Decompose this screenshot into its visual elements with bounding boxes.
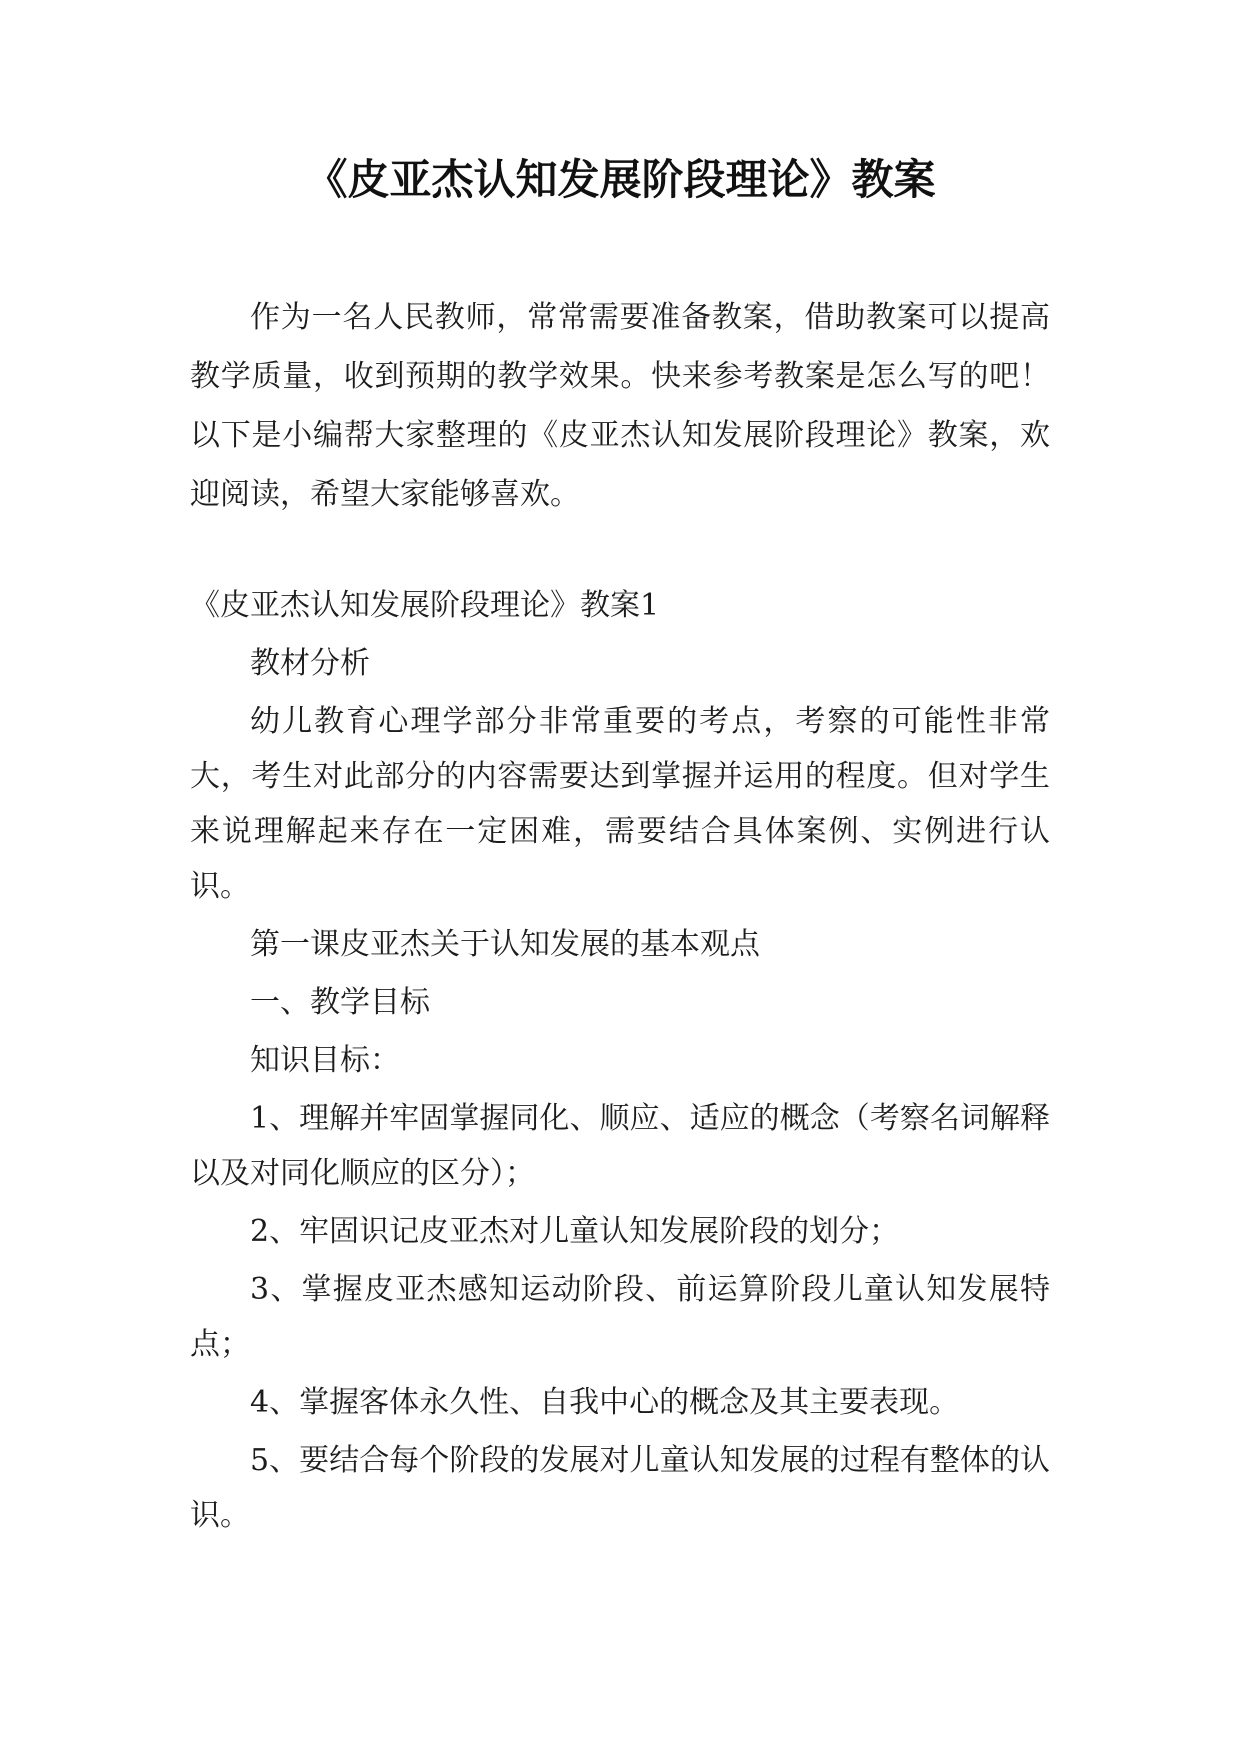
goal-item-4: 4、掌握客体永久性、自我中心的概念及其主要表现。 bbox=[250, 1385, 960, 1420]
document-title: 《皮亚杰认知发展阶段理论》教案 bbox=[305, 155, 936, 204]
lesson-content bbox=[190, 578, 1050, 1546]
goal-item-2: 2、牢固识记皮亚杰对儿童认知发展阶段的划分； bbox=[250, 1214, 900, 1249]
intro-paragraph: 作为一名人民教师，常常需要准备教案，借助教案可以提高教学质量，收到预期的教学效果。快来参考教案是怎么写的吧！以下是小编帮大家整理的《皮亚杰认知发展阶段理论》教案，欢迎阅读，希望大家能够喜欢。 bbox=[190, 300, 1050, 512]
goal-item-1: 1、理解并牢固掌握同化、顺应、适应的概念（考察名词解释以及对同化顺应的区分）； bbox=[190, 1101, 1050, 1191]
subheading-teaching-goals: 一、教学目标 bbox=[250, 985, 430, 1020]
goal-item-3: 3、掌握皮亚杰感知运动阶段、前运算阶段儿童认知发展特点； bbox=[190, 1272, 1050, 1362]
subheading-knowledge-goals: 知识目标： bbox=[250, 1043, 400, 1078]
goal-item-5: 5、要结合每个阶段的发展对儿童认知发展的过程有整体的认识。 bbox=[190, 1443, 1050, 1533]
paragraph-analysis-text: 幼儿教育心理学部分非常重要的考点，考察的可能性非常大，考生对此部分的内容需要达到掌握并运用的程度。但对学生来说理解起来存在一定困难，需要结合具体案例、实例进行认识。 bbox=[190, 704, 1050, 904]
section-heading: 《皮亚杰认知发展阶段理论》教案1 bbox=[190, 588, 660, 623]
intro-block bbox=[190, 288, 1050, 524]
subheading-textbook-analysis: 教材分析 bbox=[250, 646, 370, 681]
subheading-lesson-one: 第一课皮亚杰关于认知发展的基本观点 bbox=[250, 927, 760, 962]
